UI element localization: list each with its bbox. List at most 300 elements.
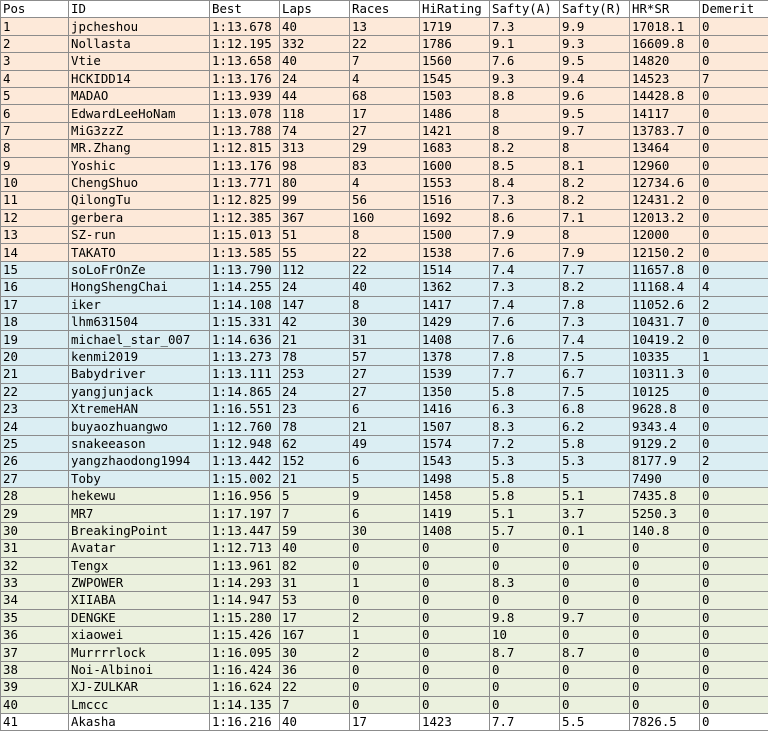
cell-pos[interactable]: 41 — [1, 714, 69, 731]
cell-safty-a[interactable]: 7.9 — [490, 227, 560, 244]
cell-races[interactable]: 27 — [350, 122, 420, 139]
cell-safty-a[interactable]: 7.8 — [490, 348, 560, 365]
cell-hirating[interactable]: 1421 — [420, 122, 490, 139]
cell-safty-a[interactable]: 7.7 — [490, 714, 560, 731]
cell-laps[interactable]: 7 — [280, 505, 350, 522]
cell-safty-a[interactable]: 5.8 — [490, 487, 560, 504]
cell-safty-r[interactable]: 5.3 — [560, 453, 630, 470]
cell-safty-r[interactable]: 8.2 — [560, 192, 630, 209]
cell-races[interactable]: 6 — [350, 453, 420, 470]
cell-id[interactable]: MADAO — [69, 87, 210, 104]
cell-id[interactable]: MR7 — [69, 505, 210, 522]
cell-laps[interactable]: 40 — [280, 53, 350, 70]
cell-hr-sr[interactable]: 10431.7 — [630, 314, 700, 331]
cell-best[interactable]: 1:14.293 — [210, 574, 280, 591]
cell-hr-sr[interactable]: 11052.6 — [630, 296, 700, 313]
cell-pos[interactable]: 22 — [1, 383, 69, 400]
cell-hirating[interactable]: 0 — [420, 627, 490, 644]
cell-best[interactable]: 1:13.771 — [210, 174, 280, 191]
cell-safty-a[interactable]: 7.6 — [490, 53, 560, 70]
cell-safty-r[interactable]: 6.8 — [560, 400, 630, 417]
cell-id[interactable]: TAKATO — [69, 244, 210, 261]
cell-pos[interactable]: 3 — [1, 53, 69, 70]
column-header-id[interactable]: ID — [69, 1, 210, 18]
cell-safty-r[interactable]: 8 — [560, 227, 630, 244]
cell-demerit[interactable]: 0 — [700, 522, 768, 539]
cell-races[interactable]: 13 — [350, 18, 420, 35]
cell-id[interactable]: ZWPOWER — [69, 574, 210, 591]
cell-races[interactable]: 68 — [350, 87, 420, 104]
cell-laps[interactable]: 78 — [280, 348, 350, 365]
cell-hr-sr[interactable]: 14820 — [630, 53, 700, 70]
cell-safty-r[interactable]: 7.5 — [560, 383, 630, 400]
cell-safty-a[interactable]: 7.6 — [490, 244, 560, 261]
cell-hr-sr[interactable]: 0 — [630, 574, 700, 591]
cell-hr-sr[interactable]: 0 — [630, 540, 700, 557]
cell-safty-r[interactable]: 7.1 — [560, 209, 630, 226]
cell-hirating[interactable]: 1516 — [420, 192, 490, 209]
cell-pos[interactable]: 33 — [1, 574, 69, 591]
cell-safty-r[interactable]: 7.7 — [560, 261, 630, 278]
cell-safty-r[interactable]: 7.8 — [560, 296, 630, 313]
cell-races[interactable]: 30 — [350, 522, 420, 539]
cell-laps[interactable]: 152 — [280, 453, 350, 470]
cell-hr-sr[interactable]: 0 — [630, 696, 700, 713]
cell-safty-r[interactable]: 0 — [560, 661, 630, 678]
cell-pos[interactable]: 8 — [1, 140, 69, 157]
column-header-pos[interactable]: Pos — [1, 1, 69, 18]
cell-safty-a[interactable]: 8.4 — [490, 174, 560, 191]
cell-id[interactable]: HongShengChai — [69, 279, 210, 296]
cell-id[interactable]: Babydriver — [69, 366, 210, 383]
cell-demerit[interactable]: 0 — [700, 174, 768, 191]
cell-pos[interactable]: 23 — [1, 400, 69, 417]
cell-races[interactable]: 27 — [350, 366, 420, 383]
cell-hr-sr[interactable]: 12431.2 — [630, 192, 700, 209]
cell-demerit[interactable]: 0 — [700, 366, 768, 383]
cell-laps[interactable]: 24 — [280, 383, 350, 400]
cell-safty-r[interactable]: 8.1 — [560, 157, 630, 174]
cell-demerit[interactable]: 0 — [700, 35, 768, 52]
column-header-hr-sr[interactable]: HR*SR — [630, 1, 700, 18]
cell-safty-a[interactable]: 7.3 — [490, 279, 560, 296]
cell-hr-sr[interactable]: 10419.2 — [630, 331, 700, 348]
cell-id[interactable]: Avatar — [69, 540, 210, 557]
cell-hirating[interactable]: 1692 — [420, 209, 490, 226]
cell-races[interactable]: 5 — [350, 470, 420, 487]
cell-laps[interactable]: 23 — [280, 400, 350, 417]
cell-hirating[interactable]: 1500 — [420, 227, 490, 244]
cell-id[interactable]: jpcheshou — [69, 18, 210, 35]
cell-hirating[interactable]: 1350 — [420, 383, 490, 400]
cell-hirating[interactable]: 1408 — [420, 522, 490, 539]
cell-demerit[interactable]: 0 — [700, 627, 768, 644]
cell-races[interactable]: 9 — [350, 487, 420, 504]
cell-hr-sr[interactable]: 12960 — [630, 157, 700, 174]
column-header-hirating[interactable]: HiRating — [420, 1, 490, 18]
cell-safty-a[interactable]: 0 — [490, 592, 560, 609]
cell-hr-sr[interactable]: 0 — [630, 644, 700, 661]
cell-best[interactable]: 1:13.176 — [210, 70, 280, 87]
cell-hirating[interactable]: 1503 — [420, 87, 490, 104]
cell-races[interactable]: 56 — [350, 192, 420, 209]
cell-races[interactable]: 17 — [350, 105, 420, 122]
cell-id[interactable]: SZ-run — [69, 227, 210, 244]
cell-best[interactable]: 1:13.111 — [210, 366, 280, 383]
cell-best[interactable]: 1:16.424 — [210, 661, 280, 678]
cell-safty-a[interactable]: 9.8 — [490, 609, 560, 626]
cell-hr-sr[interactable]: 12000 — [630, 227, 700, 244]
cell-laps[interactable]: 112 — [280, 261, 350, 278]
cell-best[interactable]: 1:14.135 — [210, 696, 280, 713]
cell-demerit[interactable]: 0 — [700, 140, 768, 157]
cell-demerit[interactable]: 0 — [700, 418, 768, 435]
cell-safty-r[interactable]: 0.1 — [560, 522, 630, 539]
cell-hr-sr[interactable]: 13464 — [630, 140, 700, 157]
cell-id[interactable]: Toby — [69, 470, 210, 487]
cell-laps[interactable]: 62 — [280, 435, 350, 452]
cell-hirating[interactable]: 1538 — [420, 244, 490, 261]
cell-laps[interactable]: 7 — [280, 696, 350, 713]
cell-best[interactable]: 1:12.760 — [210, 418, 280, 435]
cell-hr-sr[interactable]: 7490 — [630, 470, 700, 487]
cell-demerit[interactable]: 2 — [700, 453, 768, 470]
cell-races[interactable]: 22 — [350, 244, 420, 261]
cell-hirating[interactable]: 1539 — [420, 366, 490, 383]
cell-safty-a[interactable]: 0 — [490, 540, 560, 557]
cell-safty-a[interactable]: 5.8 — [490, 383, 560, 400]
cell-races[interactable]: 40 — [350, 279, 420, 296]
column-header-best[interactable]: Best — [210, 1, 280, 18]
cell-id[interactable]: EdwardLeeHoNam — [69, 105, 210, 122]
cell-laps[interactable]: 367 — [280, 209, 350, 226]
cell-best[interactable]: 1:15.331 — [210, 314, 280, 331]
cell-id[interactable]: Nollasta — [69, 35, 210, 52]
cell-best[interactable]: 1:13.078 — [210, 105, 280, 122]
cell-laps[interactable]: 44 — [280, 87, 350, 104]
cell-races[interactable]: 57 — [350, 348, 420, 365]
cell-safty-a[interactable]: 0 — [490, 679, 560, 696]
cell-id[interactable]: Yoshic — [69, 157, 210, 174]
cell-races[interactable]: 0 — [350, 696, 420, 713]
cell-safty-a[interactable]: 5.8 — [490, 470, 560, 487]
cell-safty-a[interactable]: 7.6 — [490, 314, 560, 331]
cell-best[interactable]: 1:16.216 — [210, 714, 280, 731]
cell-safty-r[interactable]: 5 — [560, 470, 630, 487]
cell-hirating[interactable]: 1417 — [420, 296, 490, 313]
cell-races[interactable]: 22 — [350, 35, 420, 52]
cell-pos[interactable]: 37 — [1, 644, 69, 661]
cell-best[interactable]: 1:13.447 — [210, 522, 280, 539]
cell-hirating[interactable]: 1416 — [420, 400, 490, 417]
cell-pos[interactable]: 35 — [1, 609, 69, 626]
cell-races[interactable]: 27 — [350, 383, 420, 400]
cell-hirating[interactable]: 1486 — [420, 105, 490, 122]
cell-best[interactable]: 1:13.273 — [210, 348, 280, 365]
cell-best[interactable]: 1:15.280 — [210, 609, 280, 626]
cell-laps[interactable]: 42 — [280, 314, 350, 331]
cell-demerit[interactable]: 0 — [700, 644, 768, 661]
cell-hirating[interactable]: 1545 — [420, 70, 490, 87]
cell-hirating[interactable]: 1458 — [420, 487, 490, 504]
cell-id[interactable]: DENGKE — [69, 609, 210, 626]
cell-best[interactable]: 1:16.624 — [210, 679, 280, 696]
cell-safty-a[interactable]: 6.3 — [490, 400, 560, 417]
cell-best[interactable]: 1:16.956 — [210, 487, 280, 504]
cell-pos[interactable]: 15 — [1, 261, 69, 278]
cell-safty-r[interactable]: 8 — [560, 140, 630, 157]
cell-pos[interactable]: 18 — [1, 314, 69, 331]
cell-demerit[interactable]: 0 — [700, 435, 768, 452]
cell-id[interactable]: iker — [69, 296, 210, 313]
cell-races[interactable]: 17 — [350, 714, 420, 731]
cell-pos[interactable]: 6 — [1, 105, 69, 122]
cell-id[interactable]: QilongTu — [69, 192, 210, 209]
cell-hirating[interactable]: 1560 — [420, 53, 490, 70]
cell-safty-a[interactable]: 7.2 — [490, 435, 560, 452]
cell-safty-a[interactable]: 5.3 — [490, 453, 560, 470]
cell-demerit[interactable]: 0 — [700, 53, 768, 70]
cell-demerit[interactable]: 4 — [700, 279, 768, 296]
cell-best[interactable]: 1:15.013 — [210, 227, 280, 244]
cell-races[interactable]: 4 — [350, 174, 420, 191]
cell-hr-sr[interactable]: 14523 — [630, 70, 700, 87]
cell-demerit[interactable]: 0 — [700, 87, 768, 104]
cell-laps[interactable]: 24 — [280, 279, 350, 296]
cell-safty-r[interactable]: 9.9 — [560, 18, 630, 35]
cell-hr-sr[interactable]: 12734.6 — [630, 174, 700, 191]
cell-safty-a[interactable]: 7.4 — [490, 261, 560, 278]
cell-safty-r[interactable]: 0 — [560, 627, 630, 644]
cell-hr-sr[interactable]: 5250.3 — [630, 505, 700, 522]
cell-races[interactable]: 0 — [350, 557, 420, 574]
cell-laps[interactable]: 78 — [280, 418, 350, 435]
cell-laps[interactable]: 59 — [280, 522, 350, 539]
cell-demerit[interactable]: 7 — [700, 70, 768, 87]
cell-hirating[interactable]: 1514 — [420, 261, 490, 278]
cell-hirating[interactable]: 1378 — [420, 348, 490, 365]
cell-id[interactable]: michael_star_007 — [69, 331, 210, 348]
cell-demerit[interactable]: 0 — [700, 331, 768, 348]
cell-hr-sr[interactable]: 7826.5 — [630, 714, 700, 731]
cell-demerit[interactable]: 0 — [700, 383, 768, 400]
cell-safty-r[interactable]: 9.6 — [560, 87, 630, 104]
cell-id[interactable]: Vtie — [69, 53, 210, 70]
cell-hr-sr[interactable]: 9129.2 — [630, 435, 700, 452]
cell-id[interactable]: XtremeHAN — [69, 400, 210, 417]
cell-laps[interactable]: 36 — [280, 661, 350, 678]
cell-laps[interactable]: 55 — [280, 244, 350, 261]
cell-pos[interactable]: 34 — [1, 592, 69, 609]
cell-demerit[interactable]: 0 — [700, 261, 768, 278]
cell-id[interactable]: Murrrrlock — [69, 644, 210, 661]
cell-safty-r[interactable]: 9.7 — [560, 609, 630, 626]
cell-hirating[interactable]: 0 — [420, 540, 490, 557]
cell-races[interactable]: 22 — [350, 261, 420, 278]
cell-hr-sr[interactable]: 16609.8 — [630, 35, 700, 52]
cell-laps[interactable]: 167 — [280, 627, 350, 644]
cell-hr-sr[interactable]: 10311.3 — [630, 366, 700, 383]
cell-demerit[interactable]: 0 — [700, 487, 768, 504]
cell-hr-sr[interactable]: 0 — [630, 557, 700, 574]
cell-safty-r[interactable]: 0 — [560, 540, 630, 557]
cell-demerit[interactable]: 0 — [700, 227, 768, 244]
cell-laps[interactable]: 22 — [280, 679, 350, 696]
cell-demerit[interactable]: 0 — [700, 209, 768, 226]
cell-hr-sr[interactable]: 0 — [630, 627, 700, 644]
cell-races[interactable]: 6 — [350, 400, 420, 417]
cell-demerit[interactable]: 0 — [700, 557, 768, 574]
cell-pos[interactable]: 14 — [1, 244, 69, 261]
cell-demerit[interactable]: 0 — [700, 470, 768, 487]
cell-safty-r[interactable]: 6.2 — [560, 418, 630, 435]
cell-safty-r[interactable]: 0 — [560, 557, 630, 574]
cell-best[interactable]: 1:16.095 — [210, 644, 280, 661]
cell-laps[interactable]: 313 — [280, 140, 350, 157]
cell-id[interactable]: kenmi2019 — [69, 348, 210, 365]
cell-best[interactable]: 1:13.176 — [210, 157, 280, 174]
cell-hr-sr[interactable]: 0 — [630, 609, 700, 626]
cell-pos[interactable]: 20 — [1, 348, 69, 365]
cell-safty-r[interactable]: 7.5 — [560, 348, 630, 365]
cell-pos[interactable]: 29 — [1, 505, 69, 522]
cell-pos[interactable]: 16 — [1, 279, 69, 296]
cell-id[interactable]: hekewu — [69, 487, 210, 504]
cell-races[interactable]: 4 — [350, 70, 420, 87]
cell-laps[interactable]: 82 — [280, 557, 350, 574]
cell-hirating[interactable]: 0 — [420, 696, 490, 713]
cell-best[interactable]: 1:13.790 — [210, 261, 280, 278]
cell-demerit[interactable]: 1 — [700, 348, 768, 365]
cell-demerit[interactable]: 0 — [700, 314, 768, 331]
cell-demerit[interactable]: 0 — [700, 400, 768, 417]
cell-safty-a[interactable]: 9.1 — [490, 35, 560, 52]
cell-pos[interactable]: 30 — [1, 522, 69, 539]
cell-laps[interactable]: 30 — [280, 644, 350, 661]
cell-hirating[interactable]: 1600 — [420, 157, 490, 174]
cell-laps[interactable]: 253 — [280, 366, 350, 383]
cell-safty-a[interactable]: 8.7 — [490, 644, 560, 661]
cell-id[interactable]: MiG3zzZ — [69, 122, 210, 139]
cell-safty-a[interactable]: 8.5 — [490, 157, 560, 174]
cell-hr-sr[interactable]: 0 — [630, 661, 700, 678]
cell-hirating[interactable]: 0 — [420, 644, 490, 661]
cell-safty-r[interactable]: 9.5 — [560, 105, 630, 122]
cell-demerit[interactable]: 0 — [700, 661, 768, 678]
cell-best[interactable]: 1:14.255 — [210, 279, 280, 296]
cell-laps[interactable]: 40 — [280, 18, 350, 35]
cell-pos[interactable]: 27 — [1, 470, 69, 487]
cell-safty-r[interactable]: 7.9 — [560, 244, 630, 261]
cell-hirating[interactable]: 1574 — [420, 435, 490, 452]
column-header-demerit[interactable]: Demerit — [700, 1, 768, 18]
cell-best[interactable]: 1:15.426 — [210, 627, 280, 644]
cell-hirating[interactable]: 1719 — [420, 18, 490, 35]
cell-safty-a[interactable]: 8.3 — [490, 418, 560, 435]
cell-hirating[interactable]: 0 — [420, 609, 490, 626]
cell-laps[interactable]: 40 — [280, 714, 350, 731]
cell-id[interactable]: MR.Zhang — [69, 140, 210, 157]
cell-hirating[interactable]: 1553 — [420, 174, 490, 191]
cell-races[interactable]: 0 — [350, 540, 420, 557]
cell-races[interactable]: 29 — [350, 140, 420, 157]
cell-best[interactable]: 1:14.108 — [210, 296, 280, 313]
cell-id[interactable]: soLoFrOnZe — [69, 261, 210, 278]
cell-races[interactable]: 0 — [350, 679, 420, 696]
cell-id[interactable]: lhm631504 — [69, 314, 210, 331]
cell-pos[interactable]: 12 — [1, 209, 69, 226]
cell-hirating[interactable]: 1419 — [420, 505, 490, 522]
cell-races[interactable]: 8 — [350, 227, 420, 244]
cell-hirating[interactable]: 1429 — [420, 314, 490, 331]
cell-pos[interactable]: 4 — [1, 70, 69, 87]
cell-safty-a[interactable]: 7.3 — [490, 192, 560, 209]
cell-laps[interactable]: 51 — [280, 227, 350, 244]
cell-safty-a[interactable]: 5.7 — [490, 522, 560, 539]
cell-demerit[interactable]: 0 — [700, 679, 768, 696]
cell-demerit[interactable]: 0 — [700, 157, 768, 174]
cell-laps[interactable]: 332 — [280, 35, 350, 52]
cell-safty-r[interactable]: 9.4 — [560, 70, 630, 87]
cell-races[interactable]: 49 — [350, 435, 420, 452]
cell-safty-r[interactable]: 5.8 — [560, 435, 630, 452]
cell-hr-sr[interactable]: 11657.8 — [630, 261, 700, 278]
cell-safty-a[interactable]: 7.4 — [490, 296, 560, 313]
cell-safty-a[interactable]: 9.3 — [490, 70, 560, 87]
cell-best[interactable]: 1:13.442 — [210, 453, 280, 470]
cell-hr-sr[interactable]: 10125 — [630, 383, 700, 400]
cell-safty-a[interactable]: 0 — [490, 661, 560, 678]
cell-pos[interactable]: 5 — [1, 87, 69, 104]
cell-hirating[interactable]: 1786 — [420, 35, 490, 52]
cell-safty-r[interactable]: 9.3 — [560, 35, 630, 52]
cell-races[interactable]: 0 — [350, 592, 420, 609]
cell-demerit[interactable]: 0 — [700, 609, 768, 626]
cell-races[interactable]: 0 — [350, 661, 420, 678]
cell-id[interactable]: gerbera — [69, 209, 210, 226]
cell-demerit[interactable]: 2 — [700, 296, 768, 313]
cell-demerit[interactable]: 0 — [700, 592, 768, 609]
cell-hr-sr[interactable]: 9343.4 — [630, 418, 700, 435]
cell-safty-a[interactable]: 5.1 — [490, 505, 560, 522]
cell-id[interactable]: snakeeason — [69, 435, 210, 452]
cell-races[interactable]: 83 — [350, 157, 420, 174]
cell-safty-r[interactable]: 7.4 — [560, 331, 630, 348]
cell-best[interactable]: 1:16.551 — [210, 400, 280, 417]
cell-laps[interactable]: 53 — [280, 592, 350, 609]
cell-safty-a[interactable]: 0 — [490, 557, 560, 574]
cell-best[interactable]: 1:13.961 — [210, 557, 280, 574]
cell-best[interactable]: 1:12.713 — [210, 540, 280, 557]
cell-hr-sr[interactable]: 12150.2 — [630, 244, 700, 261]
cell-hr-sr[interactable]: 140.8 — [630, 522, 700, 539]
cell-best[interactable]: 1:13.658 — [210, 53, 280, 70]
cell-laps[interactable]: 24 — [280, 70, 350, 87]
cell-demerit[interactable]: 0 — [700, 244, 768, 261]
cell-laps[interactable]: 31 — [280, 574, 350, 591]
cell-safty-r[interactable]: 9.7 — [560, 122, 630, 139]
cell-hirating[interactable]: 1423 — [420, 714, 490, 731]
cell-hirating[interactable]: 1507 — [420, 418, 490, 435]
cell-safty-r[interactable]: 7.3 — [560, 314, 630, 331]
cell-pos[interactable]: 40 — [1, 696, 69, 713]
cell-id[interactable]: yangjunjack — [69, 383, 210, 400]
cell-hr-sr[interactable]: 12013.2 — [630, 209, 700, 226]
cell-safty-r[interactable]: 8.2 — [560, 279, 630, 296]
cell-races[interactable]: 160 — [350, 209, 420, 226]
cell-best[interactable]: 1:13.939 — [210, 87, 280, 104]
cell-races[interactable]: 1 — [350, 574, 420, 591]
